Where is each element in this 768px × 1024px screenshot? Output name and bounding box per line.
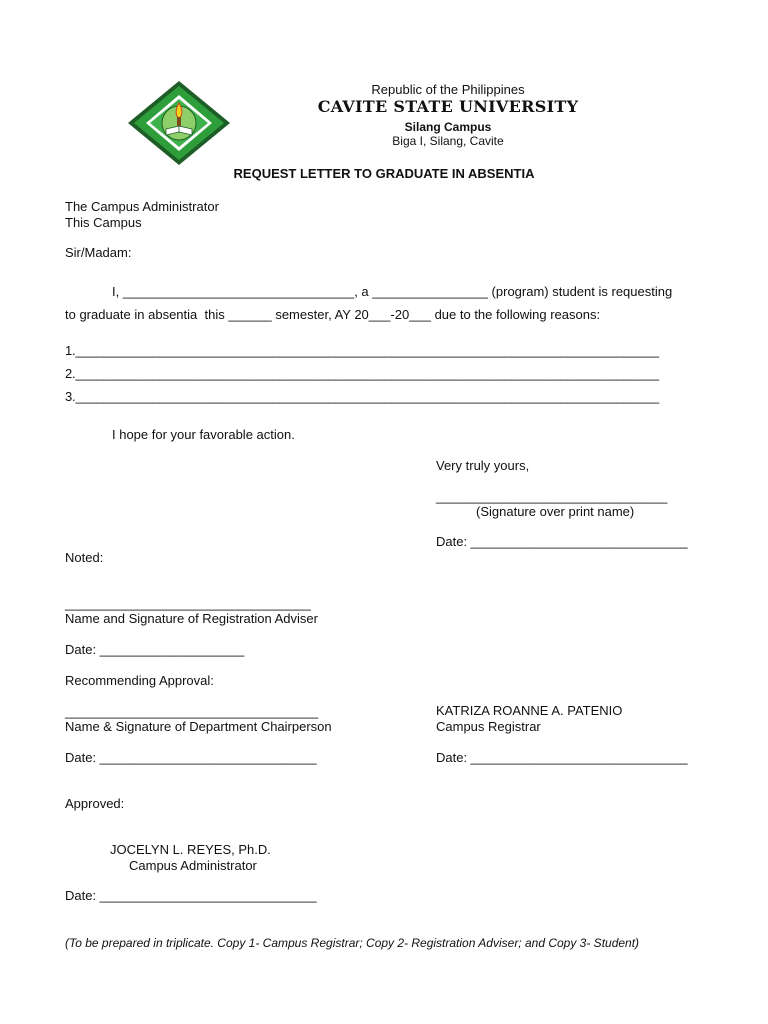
- header-campus: Silang Campus: [404, 120, 492, 134]
- noted-date: Date: ____________________: [65, 642, 245, 657]
- registrar-date: Date: ______________________________: [436, 750, 688, 765]
- noted-signature-line: __________________________________: [65, 596, 311, 611]
- noted-label: Noted:: [65, 550, 104, 565]
- reason-2: 2.___________________________________________________________________________________: [65, 366, 659, 381]
- signature-caption: (Signature over print name): [476, 504, 635, 519]
- closing-line: I hope for your favorable action.: [112, 427, 295, 442]
- approved-date: Date: ______________________________: [65, 888, 317, 903]
- noted-caption: Name and Signature of Registration Adviser: [65, 611, 318, 626]
- approved-label: Approved:: [65, 796, 125, 811]
- header-republic: Republic of the Philippines: [371, 82, 525, 97]
- reason-3: 3.___________________________________________________________________________________: [65, 389, 659, 404]
- recommending-signature-line: ___________________________________: [65, 704, 319, 719]
- registrar-title: Campus Registrar: [436, 719, 541, 734]
- registrar-name: KATRIZA ROANNE A. PATENIO: [436, 703, 623, 718]
- closing-salutation: Very truly yours,: [436, 458, 530, 473]
- footer-note: (To be prepared in triplicate. Copy 1- Campus Registrar; Copy 2- Registration Adviser; and Copy 3- Student): [65, 936, 640, 950]
- signature-line: ________________________________: [436, 489, 668, 504]
- addressee-line1: The Campus Administrator: [65, 199, 219, 214]
- body-line-2: to graduate in absentia this ______ semester, AY 20___-20___ due to the following reasons:: [65, 307, 601, 322]
- header-university: CAVITE STATE UNIVERSITY: [317, 97, 579, 116]
- reason-1: 1.___________________________________________________________________________________: [65, 343, 659, 358]
- signature-date: Date: ______________________________: [436, 534, 688, 549]
- addressee-line2: This Campus: [65, 215, 142, 230]
- recommending-caption: Name & Signature of Department Chairperson: [65, 719, 332, 734]
- salutation: Sir/Madam:: [65, 245, 132, 260]
- recommending-date: Date: ______________________________: [65, 750, 317, 765]
- body-line-1: I, ________________________________, a ________________ (program) student is requesting: [112, 284, 673, 299]
- document-title: REQUEST LETTER TO GRADUATE IN ABSENTIA: [233, 166, 535, 181]
- recommending-label: Recommending Approval:: [65, 673, 214, 688]
- header-address: Biga I, Silang, Cavite: [392, 134, 504, 148]
- approver-name: JOCELYN L. REYES, Ph.D.: [110, 842, 271, 857]
- approver-title: Campus Administrator: [129, 858, 257, 873]
